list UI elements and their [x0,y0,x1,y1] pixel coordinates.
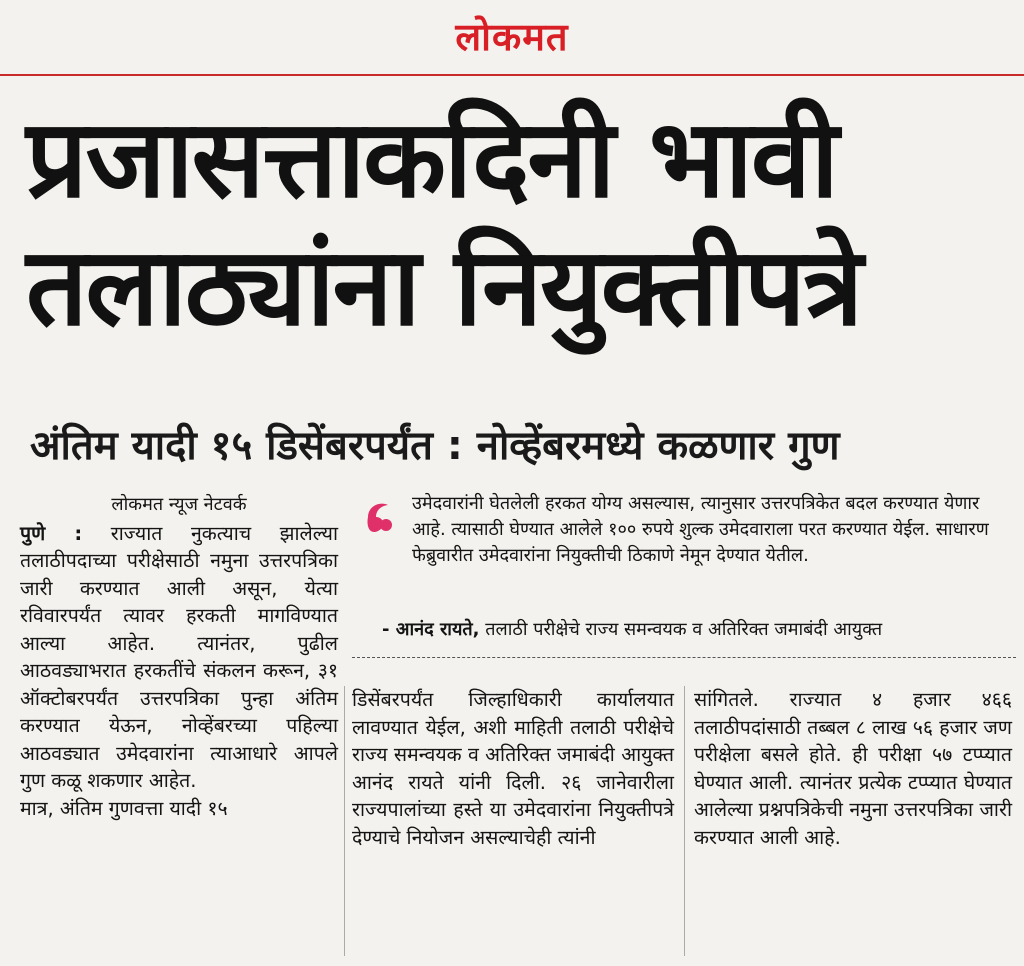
headline-line-2: तलाठ्यांना नियुक्तीपत्रे [26,225,862,350]
headline-line-1: प्रजासत्ताकदिनी भावी [26,97,837,222]
pull-quote [352,491,1012,643]
masthead [0,0,1024,76]
quote-role: तलाठी परीक्षेचे राज्य समन्वयक व अतिरिक्त जमाबंदी आयुक्त [485,619,883,640]
lokmat-logo: लोकमत [455,15,569,59]
dateline: पुणे : [20,521,83,545]
lead-text: राज्यात नुकत्याच झालेल्या तलाठीपदाच्या परीक्षेसाठी नमुना उत्तरपत्रिका जारी करण्यात आली असून, येत्या रविवारपर्यंत त्यावर हरकती मागविण्यात आल्या आहेत. त्यानंतर, पुढील आठवड्याभरात हरकतींचे संकलन करून, ३१ ऑक्टोबरपर्यंत उत्तरपत्रिका पुन्हा अंतिम करण्यात येऊन, नोव्हेंबरच्या पहिल्या आठवड्यात उमेदवारांना त्याआधारे आपले गुण कळू शकणार आहेत. [20,521,338,792]
column-divider-2 [684,686,685,956]
column-divider-1 [344,686,345,956]
quote-divider [352,657,1016,658]
byline: लोकमत न्यूज नेटवर्क [111,494,247,515]
column-2-text: डिसेंबरपर्यंत जिल्हाधिकारी कार्यालयात लावण्यात येईल, अशी माहिती तलाठी परीक्षेचे राज्य समन्वयक व अतिरिक्त जमाबंदी आयुक्त आनंद रायते यांनी दिली. २६ जानेवारीला राज्यपालांच्या हस्ते या उमेदवारांना नियुक्तीपत्रे देण्याचे नियोजन असल्याचेही त्यांनी [352,688,674,849]
column-3-text: सांगितले. राज्यात ४ हजार ४६६ तलाठीपदांसाठी तब्बल ८ लाख ५६ हजार जण परीक्षेला बसले होते. ही परीक्षा ५७ टप्प्यात घेण्यात आली. त्यानंतर प्रत्येक टप्प्यात घेण्यात आलेल्या प्रश्नपत्रिकेची नमुना उत्तरपत्रिका जारी करण्यात आली आहे. [694,688,1012,849]
article-column-3 [694,686,1012,851]
headline [26,96,1016,352]
lead-paragraph [20,520,338,795]
quote-attribution [382,617,1012,641]
quote-author: - आनंद रायते, [382,619,480,640]
article-column-1 [20,491,338,822]
quote-mark-icon [358,497,400,539]
article-column-2 [352,686,674,851]
quote-text: उमेदवारांनी घेतलेली हरकत योग्य असल्यास, त्यानुसार उत्तरपत्रिकेत बदल करण्यात येणार आहे. त्यासाठी घेण्यात आलेले १०० रुपये शुल्क उमेदवाराला परत करण्यात येईल. साधारण फेब्रुवारीत उमेदवारांना नियुक्तीची ठिकाणे नेमून देण्यात येतील. [412,493,989,566]
subheadline: अंतिम यादी १५ डिसेंबरपर्यंत : नोव्हेंबरमध्ये कळणार गुण [30,423,840,469]
paragraph-continued: मात्र, अंतिम गुणवत्ता यादी १५ [20,796,228,820]
